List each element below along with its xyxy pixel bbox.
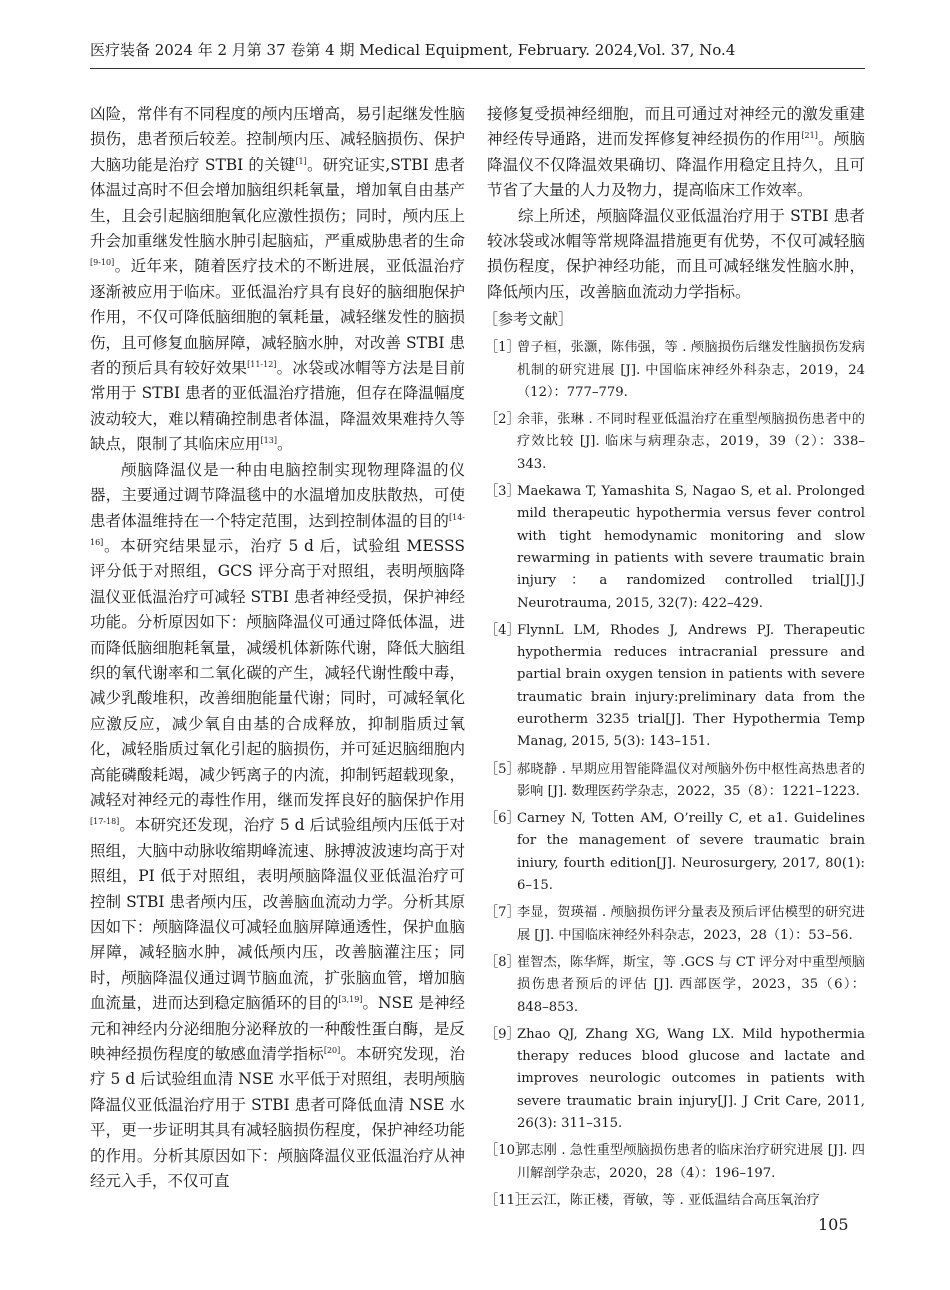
right-paragraph-1: 接修复受损神经细胞，而且可通过对神经元的激发重建神经传导通路，进而发挥修复神经损伤的作用[21]。颅脑降温仪不仅降温效果确切、降温作用稳定且持久，且可节省了大量的人力及物力，提高临床工作效率。 <box>487 105 865 200</box>
left-paragraph-2: 颅脑降温仪是一种由电脑控制实现物理降温的仪器，主要通过调节降温毯中的水温增加皮肤散热，可使患者体温维持在一个特定范围，达到控制体温的目的[14-16]。本研究结果显示，治疗 5 d 后，试验组 MESSS 评分低于对照组，GCS 评分高于对照组，表明颅脑降温仪亚低温治疗可减轻 STBI 患者神经受损，保护神经功能。分析原因如下：颅脑降温仪可通过降低体温，进而降低脑细胞耗氧量，减缓机体新陈代谢，降低大脑组织的氧代谢率和二氧化碳的产生，减轻代谢性酸中毒，减少乳酸堆积，改善细胞能量代谢；同时，可减轻氧化应激反应，减少氧自由基的合成释放，抑制脂质过氧化，减轻脂质过氧化引起的脑损伤，并可延迟脑细胞内高能磷酸耗竭，减少钙离子的内流，抑制钙超载现象，减轻对神经元的毒性作用，继而发挥良好的脑保护作用[17-18]。本研究还发现，治疗 5 d 后试验组颅内压低于对照组，大脑中动脉收缩期峰流速、脉搏波波速均高于对照组，PI 低于对照组，表明颅脑降温仪亚低温治疗可控制 STBI 患者颅内压，改善脑血流动力学。分析其原因如下：颅脑降温仪可减轻血脑屏障通透性，保护血脑屏障，减轻脑水肿，减低颅内压，改善脑灌注压；同时，颅脑降温仪通过调节脑血流，扩张脑血管，增加脑血流量，进而达到稳定脑循环的目的[3,19]。NSE 是神经元和神经内分泌细胞分泌释放的一种酸性蛋白酶，是反映神经损伤程度的敏感血清学指标[20]。本研究发现，治疗 5 d 后试验组血清 NSE 水平低于对照组，表明颅脑降温仪亚低温治疗用于 STBI 患者可降低血清 NSE 水平，更一步证明其具有减轻脑损伤程度，保护神经功能的作用。分析其原因如下：颅脑降温仪亚低温治疗从神经元入手，不仅可直 <box>90 460 465 1191</box>
reference-item: ［8］ 崔智杰，陈华辉，斯宝，等 .GCS 与 CT 评分对中重型颅脑损伤患者预后的评估 [J]. 西部医学，2023，35（6）：848–853. <box>485 954 865 1015</box>
reference-item: ［4］ FlynnL LM, Rhodes J, Andrews PJ. Therapeutic hypothermia reduces intracranial pressure and partial brain oxygen tension in patients with severe traumatic brain injury:preliminary data from the eurotherm 3235 trial[J]. Ther Hypothermia Temp Manag, 2015, 5(3): 143–151. <box>485 622 865 750</box>
header-rule <box>90 68 865 69</box>
reference-item: ［3］ Maekawa T, Yamashita S, Nagao S, et al. Prolonged mild therapeutic hypothermia versus fever control with tight hemodynamic monitoring and slow rewarming in patients with severe traumatic brain injury：a randomized controlled trial[J].J Neurotrauma, 2015, 32(7): 422–429. <box>485 484 865 611</box>
reference-item: ［6］ Carney N, Totten AM, O’reilly C, et a1. Guidelines for the management of severe traumatic brain iniury, fourth edition[J]. Neurosurgery, 2017, 80(1): 6–15. <box>485 811 865 894</box>
left-column <box>90 102 465 1194</box>
reference-item: ［9］ Zhao QJ, Zhang XG, Wang LX. Mild hypothermia therapy reduces blood glucose and lactate and improves neurologic outcomes in patients with severe traumatic brain injury[J]. J Crit Care, 2011, 26(3): 311–315. <box>485 1026 865 1132</box>
reference-item: ［7］ 李显，贺瑛福 . 颅脑损伤评分量表及预后评估模型的研究进展 [J]. 中国临床神经外科杂志，2023，28（1）：53–56. <box>485 905 865 943</box>
left-paragraph-1: 凶险，常伴有不同程度的颅内压增高，易引起继发性脑损伤，患者预后较差。控制颅内压、减轻脑损伤、保护大脑功能是治疗 STBI 的关键[1]。研究证实,STBI 患者体温过高时不但会增加脑组织耗氧量，增加氧自由基产生，且会引起脑细胞氧化应激性损伤；同时，颅内压上升会加重继发性脑水肿引起脑疝，严重威胁患者的生命[9-10]。近年来，随着医疗技术的不断进展，亚低温治疗逐渐被应用于临床。亚低温治疗具有良好的脑细胞保护作用，不仅可降低脑细胞的氧耗量，减轻继发性的脑损伤，且可修复血脑屏障，减轻脑水肿，对改善 STBI 患者的预后具有较好效果[11-12]。冰袋或冰帽等方法是目前常用于 STBI 患者的亚低温治疗措施，但存在降温幅度波动较大，难以精确控制患者体温，降温效果难持久等缺点，限制了其临床应用[13]。 <box>90 105 466 454</box>
reference-list <box>487 337 865 1212</box>
reference-item: ［2］ 余菲，张琳 . 不同时程亚低温治疗在重型颅脑损伤患者中的疗效比较 [J]. 临床与病理杂志，2019，39（2）：338–343. <box>485 412 865 472</box>
page-number: 105 <box>818 1215 849 1234</box>
reference-item: ［5］ 郝晓静 . 早期应用智能降温仪对颅脑外伤中枢性高热患者的影响 [J]. 数理医药学杂志，2022，35（8）：1221–1223. <box>485 761 865 799</box>
running-header: 医疗装备 2024 年 2 月第 37 卷第 4 期 Medical Equipment, February. 2024,Vol. 37, No.4 <box>90 41 736 59</box>
reference-item: ［10］ 郭志刚 . 急性重型颅脑损伤患者的临床治疗研究进展 [J]. 四川解剖学杂志，2020，28（4）：196–197. <box>485 1143 865 1181</box>
reference-item: ［1］ 曾子桓，张灏，陈伟强，等 . 颅脑损伤后继发性脑损伤发病机制的研究进展 [J]. 中国临床神经外科杂志，2019，24（12）：777–779. <box>485 340 865 400</box>
right-column <box>483 102 865 1217</box>
references-heading: ［参考文献］ <box>483 310 574 329</box>
right-paragraph-conclusion: 综上所述，颅脑降温仪亚低温治疗用于 STBI 患者较冰袋或冰帽等常规降温措施更有优势，不仅可减轻脑损伤程度，保护神经功能，而且可减轻继发性脑水肿，降低颅内压，改善脑血流动力学指标。 <box>487 206 865 301</box>
reference-item: ［11］ 王云江，陈正楼，胥敏，等 . 亚低温结合高压氧治疗 <box>485 1192 820 1208</box>
